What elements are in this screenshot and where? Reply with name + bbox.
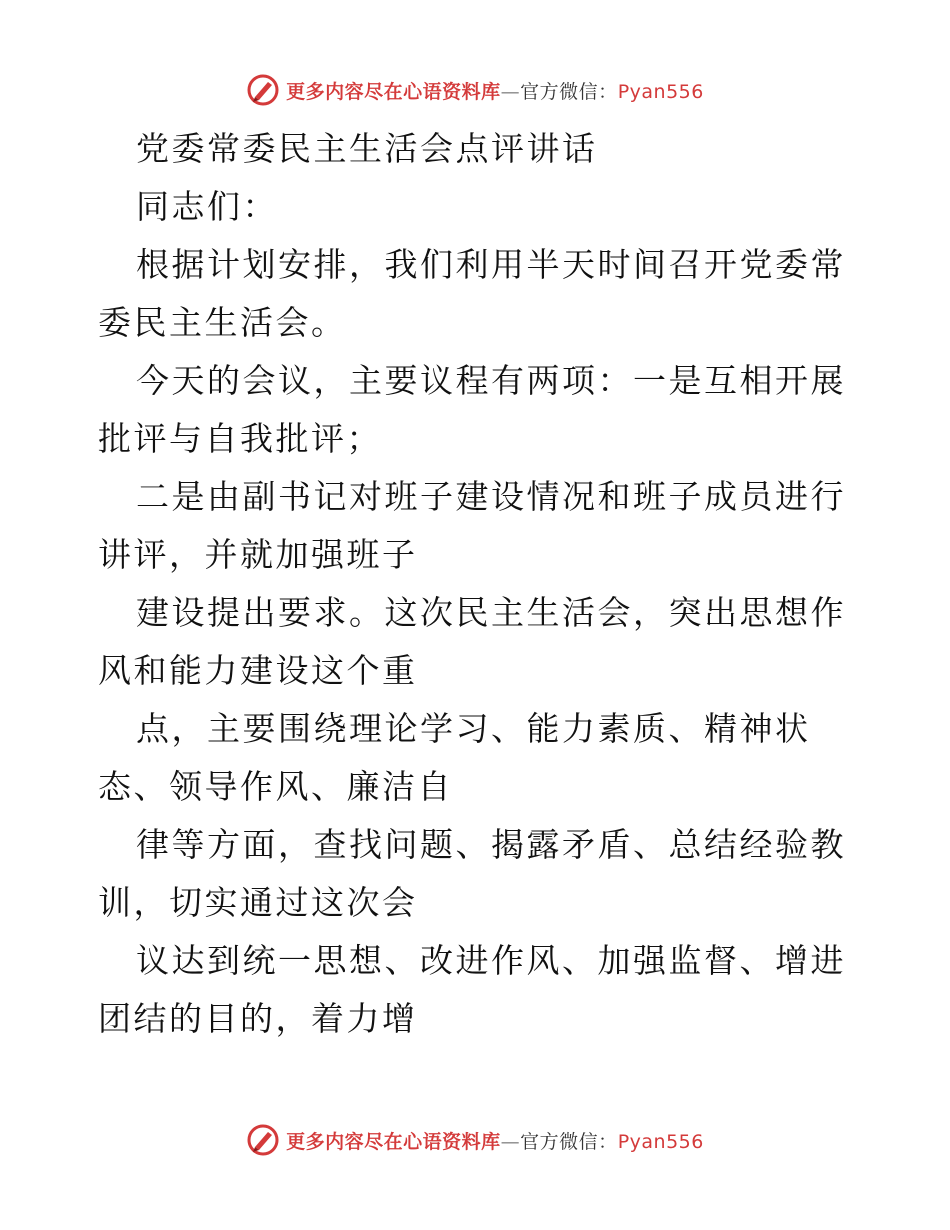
pen-logo-icon: [246, 73, 280, 107]
paragraph: 今天的会议，主要议程有两项：一是互相开展批评与自我批评；: [98, 361, 846, 458]
paragraph: 建设提出要求。这次民主生活会，突出思想作风和能力建设这个重: [98, 593, 846, 690]
watermark-wechat-label: 官方微信：: [520, 1130, 618, 1153]
footer-watermark: [0, 1120, 950, 1160]
document-title: 党委常委民主生活会点评讲话: [136, 129, 598, 168]
watermark-wechat-id: Pyan556: [617, 80, 704, 103]
watermark-wechat-id: Pyan556: [617, 1130, 704, 1153]
watermark-dash: —: [500, 1130, 521, 1153]
watermark-text: [286, 1127, 704, 1154]
paragraph: 议达到统一思想、改进作风、加强监督、增进团结的目的，着力增: [98, 941, 846, 1038]
paragraph: 根据计划安排，我们利用半天时间召开党委常委民主生活会。: [98, 245, 846, 342]
paragraph: 律等方面，查找问题、揭露矛盾、总结经验教训，切实通过这次会: [98, 825, 846, 922]
watermark-dash: —: [500, 80, 521, 103]
watermark-brand: 更多内容尽在心语资料库: [286, 80, 501, 103]
header-watermark: [0, 70, 950, 110]
pen-logo-icon: [246, 1123, 280, 1157]
paragraph: 二是由副书记对班子建设情况和班子成员进行讲评，并就加强班子: [98, 477, 846, 574]
paragraph: 点，主要围绕理论学习、能力素质、精神状态、领导作风、廉洁自: [98, 709, 811, 806]
watermark-text: [286, 77, 704, 104]
paragraph: 同志们：: [136, 187, 278, 226]
document-body: [98, 120, 858, 1048]
watermark-brand: 更多内容尽在心语资料库: [286, 1130, 501, 1153]
watermark-wechat-label: 官方微信：: [520, 80, 618, 103]
